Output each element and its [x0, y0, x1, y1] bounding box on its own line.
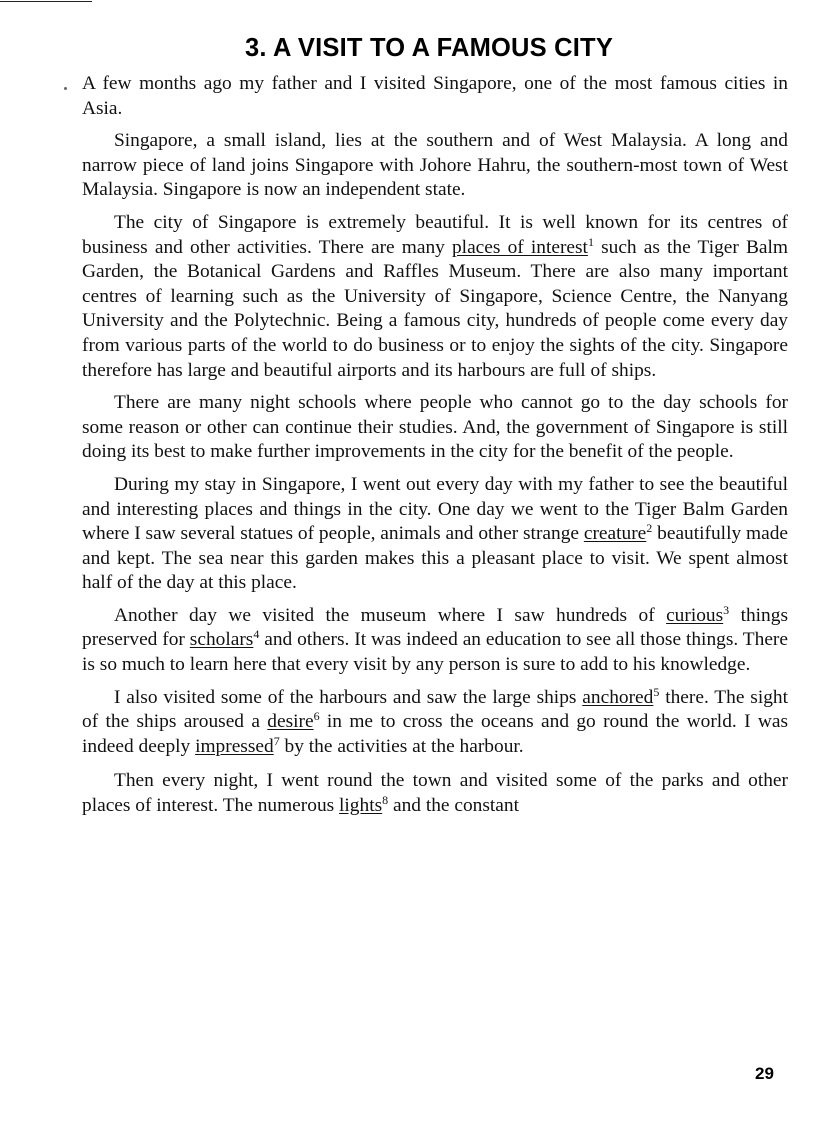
glossary-term-desire: desire	[267, 711, 314, 733]
paragraph-intro: A few months ago my father and I visited Singapore, one of the most famous cities in Asia.	[82, 73, 788, 119]
article-body	[82, 72, 788, 819]
footnote-marker: 2	[646, 521, 653, 536]
margin-dot	[64, 87, 67, 90]
paragraph-harbours: I also visited some of the harbours and saw the large ships anchored$^5$ there. The sight of the ships aroused a desire$^6$ in me to cross the oceans and go round the world. I was indeed deeply impressed$^7$ by the activities at the harbour.	[82, 684, 789, 757]
footnote-marker: 5	[653, 684, 660, 699]
footnote-marker: 8	[382, 793, 389, 808]
paragraph-tiger-balm-garden: During my stay in Singapore, I went out every day with my father to see the beautiful and interesting places and things in the city. One day we went to the Tiger Balm Garden where I saw several statues of people, animals and other strange creature$^2$ beautifully made and kept. The sea near this garden makes this a pleasant place to visit. We spent almost half of the day at this place.	[82, 473, 788, 594]
footnote-marker: 1	[587, 234, 594, 249]
footnote-marker: 4	[253, 627, 260, 642]
glossary-term-curious: curious	[666, 604, 724, 626]
paragraph-city-description: The city of Singapore is extremely beautiful. It is well known for its centres of business and other activities. There are many places of interest$^1$ such as the Tiger Balm Garden, the Botanical Gardens and Raffles Museum. There are also many important centres of learning such as the University of Singapore, Science Centre, the Nanyang University and the Polytechnic. Being a famous city, hundreds of people come every day from various parts of the world to do business or to enjoy the sights of the city. Singapore therefore has large and beautiful airports and its harbours are full of ships.	[82, 211, 788, 381]
paragraph-museum: Another day we visited the museum where I saw hundreds of curious$^3$ things preserved for scholars$^4$ and others. It was indeed an education to see all those things. There is so much to learn here that every visit by any person is sure to add to his knowledge.	[82, 602, 788, 676]
paragraph-night-visits: Then every night, I went round the town and visited some of the parks and other places of interest. The numerous lights$^8$ and the constant	[82, 770, 788, 817]
top-rule	[0, 1, 92, 2]
footnote-marker: 7	[273, 733, 280, 748]
footnote-marker: 6	[313, 709, 320, 724]
glossary-term-anchored: anchored	[582, 686, 654, 708]
paragraph-night-schools: There are many night schools where people who cannot go to the day schools for some reason or other can continue their studies. And, the government of Singapore is still doing its best to make further improvements in the city for the benefit of the people.	[82, 392, 788, 463]
page-number: 29	[755, 1064, 774, 1083]
glossary-term-lights: lights	[339, 795, 383, 817]
glossary-term-places-of-interest: places of interest	[451, 236, 588, 258]
page-title: 3. A VISIT TO A FAMOUS CITY	[244, 34, 614, 62]
glossary-term-creature: creature	[583, 523, 647, 545]
glossary-term-impressed: impressed	[195, 735, 274, 757]
glossary-term-scholars: scholars	[189, 629, 254, 651]
footnote-marker: 3	[723, 602, 730, 617]
paragraph-location: Singapore, a small island, lies at the southern and of West Malaysia. A long and narrow piece of land joins Singapore with Johore Hahru, the southern-most town of West Malaysia. Singapore is now an independent state.	[82, 130, 788, 201]
